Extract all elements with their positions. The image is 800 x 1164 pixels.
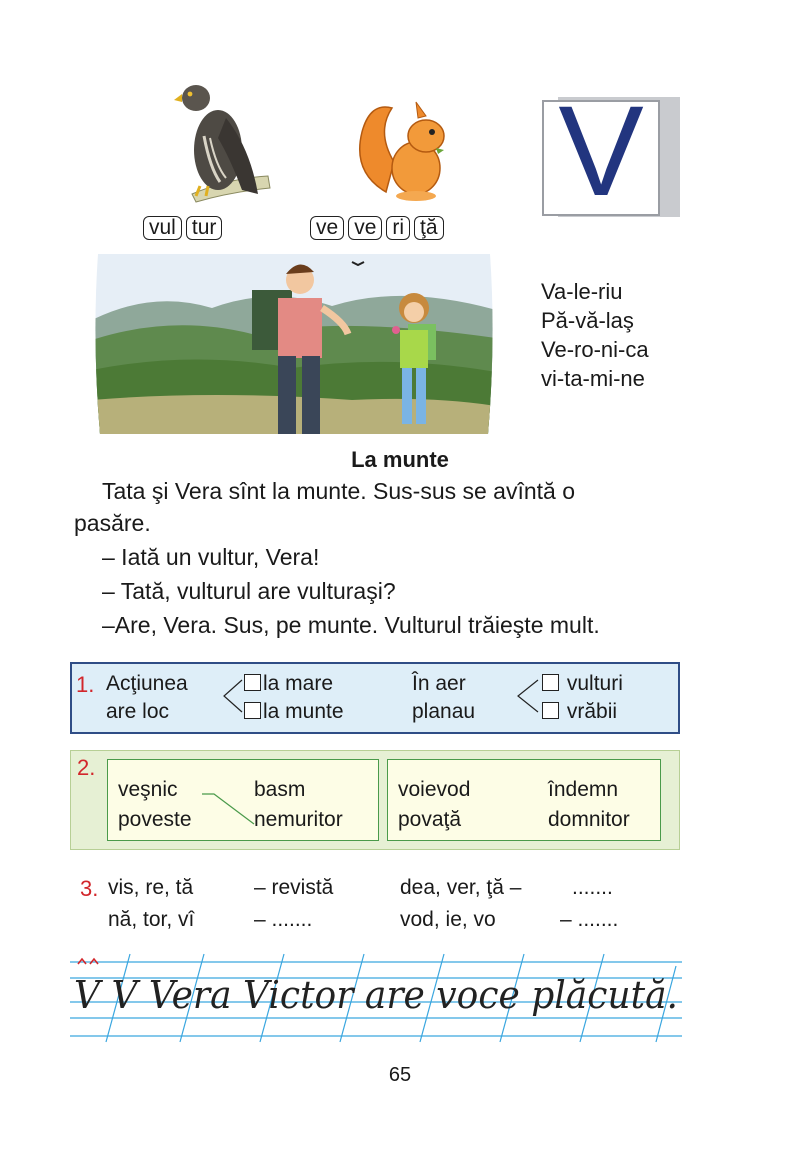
checkbox[interactable]	[244, 674, 261, 691]
option-label: vulturi	[566, 672, 623, 695]
syllable-word-list	[541, 277, 649, 393]
word-item: Va-le-riu	[541, 279, 623, 304]
exercise-1	[70, 662, 680, 734]
exercise-number: 3.	[80, 876, 99, 901]
option-label: vrăbii	[566, 700, 618, 723]
syllable-set: dea, ver, ţă –	[400, 876, 522, 899]
page-number: 65	[388, 1064, 412, 1086]
dialogue-line: – Tată, vulturul are vulturaşi?	[102, 578, 396, 604]
syllable-tag: ve	[348, 216, 382, 240]
exercise-2	[70, 750, 680, 850]
option-vrabii[interactable]	[542, 700, 617, 724]
syllables-veverita	[310, 216, 444, 240]
option-label: la munte	[263, 700, 344, 723]
match-line	[200, 790, 260, 830]
match-word: voievod	[398, 778, 471, 801]
word-match-box-right	[387, 759, 661, 841]
syllable-set: vis, re, tă	[108, 876, 194, 899]
eagle-illustration	[170, 78, 280, 206]
syllable-tag: vul	[143, 216, 182, 240]
word-match-box-left	[107, 759, 379, 841]
story-paragraph-line: Tata şi Vera sînt la munte. Sus-sus se avîntă o	[102, 478, 576, 504]
match-word: nemuritor	[254, 808, 343, 831]
checkbox[interactable]	[542, 674, 559, 691]
syllable-tag: ţă	[414, 216, 444, 240]
syllable-tag: ri	[386, 216, 410, 240]
story-title: La munte	[351, 447, 449, 472]
match-word: veşnic	[118, 778, 178, 801]
word-item: Pă-vă-laş	[541, 308, 634, 333]
question-text: are loc	[106, 700, 170, 723]
match-word: îndemn	[548, 778, 619, 801]
match-word: basm	[254, 778, 306, 801]
option-la-mare[interactable]	[244, 672, 333, 696]
branch-lines	[222, 676, 244, 716]
match-word: povaţă	[398, 808, 462, 831]
syllable-tag: tur	[186, 216, 223, 240]
answer-blank[interactable]: – .......	[254, 908, 313, 931]
syllable-tag: ve	[310, 216, 344, 240]
option-la-munte[interactable]	[244, 700, 344, 724]
answer-blank[interactable]: .......	[572, 876, 613, 899]
word-item: vi-ta-mi-ne	[541, 366, 645, 391]
story-paragraph-line: pasăre.	[74, 510, 151, 536]
match-word: domnitor	[548, 808, 630, 831]
question-text: Acţiunea	[106, 672, 188, 695]
exercise-number: 2.	[77, 755, 96, 780]
dialogue-line: – Iată un vultur, Vera!	[102, 544, 320, 570]
branch-lines	[516, 676, 540, 716]
answer-blank[interactable]: – .......	[560, 908, 619, 931]
cursive-sample: V V Vera Victor are voce plăcută.	[74, 973, 678, 1017]
squirrel-illustration	[356, 92, 456, 204]
syllables-vultur	[143, 216, 222, 240]
word-item: Ve-ro-ni-ca	[541, 337, 649, 362]
match-word: poveste	[118, 808, 192, 831]
option-label: la mare	[263, 672, 334, 695]
dialogue-line: –Are, Vera. Sus, pe munte. Vulturul trăieşte mult.	[102, 612, 600, 638]
syllable-set: nă, tor, vî	[108, 908, 195, 931]
mountain-scene-illustration	[92, 250, 496, 438]
handwriting-guidelines	[70, 952, 682, 1044]
big-letter: V	[558, 80, 644, 223]
exercise-number: 1.	[76, 672, 95, 697]
option-vulturi[interactable]	[542, 672, 623, 696]
syllable-set: vod, ie, vo	[400, 908, 496, 931]
question-text: În aer	[412, 672, 466, 695]
checkbox[interactable]	[244, 702, 261, 719]
checkbox[interactable]	[542, 702, 559, 719]
answer-word: – revistă	[254, 876, 334, 899]
question-text: planau	[412, 700, 476, 723]
